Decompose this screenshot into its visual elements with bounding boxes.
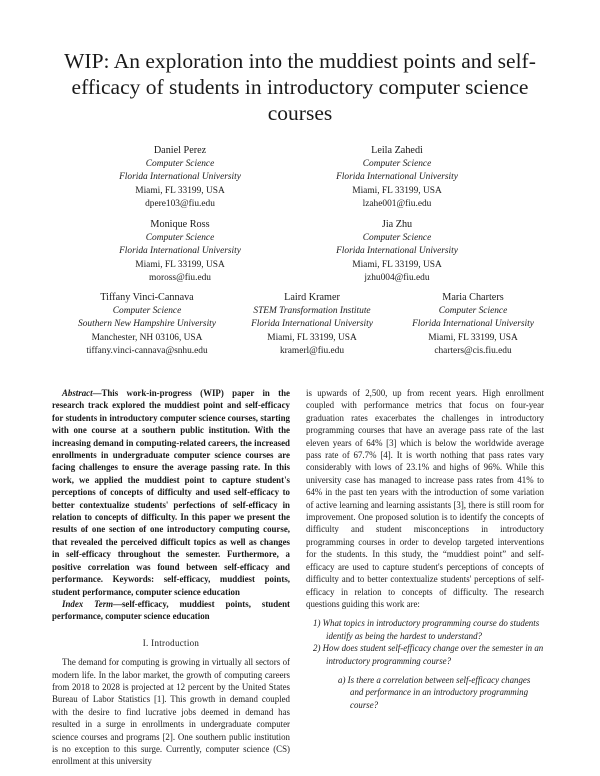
- author-block: [393, 291, 553, 358]
- author-email[interactable]: jzhu004@fiu.edu: [364, 272, 430, 283]
- abstract-text: —This work-in-progress (WIP) paper in the research track explored the muddiest point and self-efficacy for students in introductory computer science courses, starting with one course at a southern public institution. With the increasing demand in computing-related careers, the increased enrollments in undergraduate computer science courses are facing challenges to ensure the average passing rate. In this work, we applied the muddiest point to capture student's perceptions of concepts of difficulty and used self-efficacy to better contextualize students' perfections of self-efficacy in relation to concepts of difficulty. In this paper we present the results of one section of one introductory computing course, that revealed the perceived difficult topics as well as changes in self-efficacy throughout the semester. Furthermore, a positive correlation was found between self-efficacy and performance. Keywords: self-efficacy, muddiest points, student performance, computer science education: [52, 388, 290, 597]
- author-block: [98, 144, 262, 211]
- author-dept: Computer Science: [145, 159, 215, 170]
- author-institution: Florida International University: [336, 246, 458, 257]
- author-block: [63, 291, 231, 358]
- author-institution: Southern New Hampshire University: [78, 319, 216, 330]
- research-question: [306, 617, 544, 642]
- author-block: [315, 218, 479, 285]
- rq-text: How does student self-efficacy change over the semester in an introductory programming course?: [322, 643, 544, 666]
- rq-text: What topics in introductory programming course do students identify as being the hardest to understand?: [322, 618, 540, 641]
- rq-number: 2): [313, 643, 321, 654]
- author-name: Maria Charters: [442, 292, 504, 303]
- author-institution: Florida International University: [119, 246, 241, 257]
- author-name: Laird Kramer: [284, 292, 340, 303]
- rq-number: 1): [313, 618, 321, 629]
- left-column: [52, 387, 290, 768]
- research-question: [306, 642, 544, 667]
- author-dept: Computer Science: [145, 233, 215, 244]
- author-location: Miami, FL 33199, USA: [352, 185, 442, 196]
- index-terms: [52, 598, 290, 623]
- author-name: Monique Ross: [150, 219, 210, 230]
- author-location: Miami, FL 33199, USA: [428, 332, 518, 343]
- section-heading: I. Introduction: [142, 637, 200, 648]
- author-location: Miami, FL 33199, USA: [135, 185, 225, 196]
- author-institution: Florida International University: [412, 319, 534, 330]
- right-column: [306, 387, 544, 711]
- author-dept: Computer Science: [362, 159, 432, 170]
- author-email[interactable]: charters@cis.fiu.edu: [434, 345, 512, 356]
- author-block: [98, 218, 262, 285]
- author-email[interactable]: lzahe001@fiu.edu: [362, 198, 432, 209]
- author-institution: Florida International University: [251, 319, 373, 330]
- rq-text: Is there a correlation between self-efficacy changes and performance in an introductory programming course?: [347, 674, 531, 710]
- author-block: [315, 144, 479, 211]
- author-block: [232, 291, 392, 358]
- author-name: Tiffany Vinci-Cannava: [100, 292, 194, 303]
- author-location: Miami, FL 33199, USA: [135, 259, 225, 270]
- author-email[interactable]: dpere103@fiu.edu: [145, 198, 215, 209]
- rq-number: a): [338, 674, 346, 685]
- intro-paragraph: The demand for computing is growing in virtually all sectors of modern life. In the labor market, the growth of computing careers from 2018 to 2028 is projected at 12 percent by the United States Bureau of Labor Statistics [1]. This growth in demand coupled with the desire to find lucrative jobs deemed in demand has resulted in a surge in enrollments in undergraduate computer science courses and programs [2]. One southern public institution is no exception to this surge. Currently, computer science (CS) enrollment at this university: [52, 657, 290, 767]
- author-email[interactable]: tiffany.vinci-cannava@snhu.edu: [86, 345, 208, 356]
- paper-title: WIP: An exploration into the muddiest points and self-efficacy of students in introductory computer science courses: [64, 49, 536, 125]
- author-institution: Florida International University: [336, 172, 458, 183]
- author-dept: STEM Transformation Institute: [253, 306, 371, 317]
- author-name: Daniel Perez: [153, 145, 207, 156]
- author-location: Manchester, NH 03106, USA: [91, 332, 203, 343]
- author-dept: Computer Science: [362, 233, 432, 244]
- author-location: Miami, FL 33199, USA: [352, 259, 442, 270]
- author-dept: Computer Science: [438, 306, 508, 317]
- abstract: [52, 387, 290, 598]
- author-name: Leila Zahedi: [371, 145, 423, 156]
- author-email[interactable]: kramerl@fiu.edu: [279, 345, 345, 356]
- author-institution: Florida International University: [119, 172, 241, 183]
- author-dept: Computer Science: [112, 306, 182, 317]
- index-terms-label: Index Term: [62, 598, 114, 609]
- index-terms-text: —self-efficacy, muddiest points, student performance, computer science education: [52, 598, 290, 622]
- intro-paragraph-continued: is upwards of 2,500, up from recent years. High enrollment coupled with performance metrics that focus on four-year graduation rates exacerbates the challenges in introductory programming courses that have an average pass rate of the last eleven years of 64% [3] which is below the worldwide average pass rate of 67.7% [4]. It is worth nothing that pass rates vary considerably with lows of 23.1% and highs of 96%. While this university case has managed to increase pass rates from 41% to 64% in the past ten years with the introduction of some variation of active learning and learning assistants [3], there is still room for improvement. One proposed solution is to identify the concepts of difficulty and student misconceptions in introductory programming courses in order to develop targeted interventions for the students. In this study, the “muddiest point” and self-efficacy are used to capture student's perceptions of concepts of difficulty and to better contextualize students' perceptions of self-efficacy in relation to concepts of difficulty. The research questions guiding this work are:: [306, 388, 544, 609]
- abstract-label: Abstract: [62, 388, 93, 398]
- author-location: Miami, FL 33199, USA: [267, 332, 357, 343]
- research-subquestion: [306, 674, 544, 711]
- author-email[interactable]: moross@fiu.edu: [148, 272, 211, 283]
- author-name: Jia Zhu: [381, 219, 413, 230]
